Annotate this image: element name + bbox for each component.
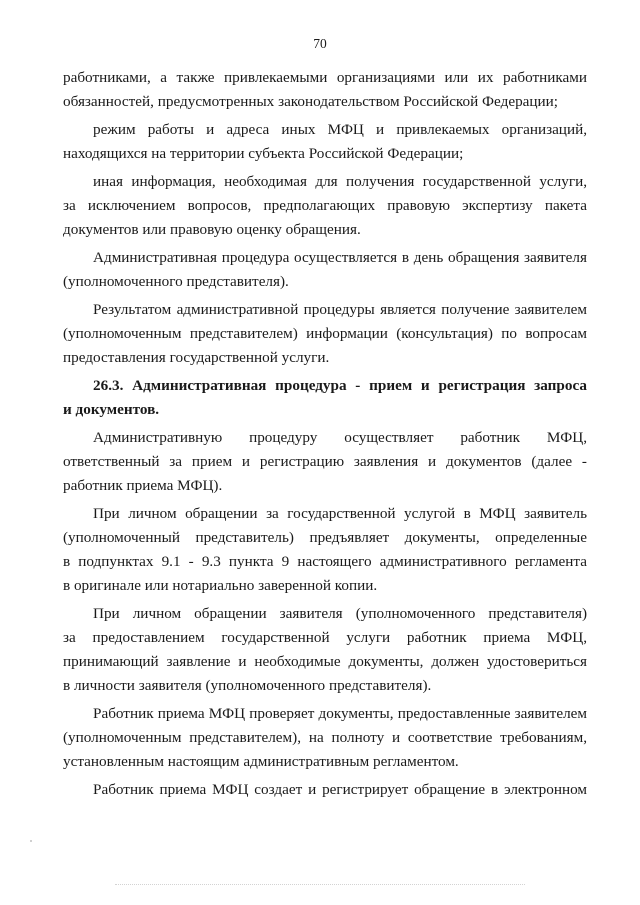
text-line: Административная процедура осуществляется в день обращения заявителя	[93, 249, 587, 266]
text-line: (уполномоченный представитель) предъявляет документы, определенные	[63, 529, 587, 546]
text-line: в подпунктах 9.1 - 9.3 пункта 9 настоящего административного регламента	[63, 553, 587, 570]
text-line: работниками, а также привлекаемыми организациями или их работниками	[63, 69, 587, 86]
text-line: Результатом административной процедуры является получение заявителем	[93, 301, 587, 318]
text-line: обязанностей, предусмотренных законодательством Российской Федерации;	[63, 93, 559, 110]
paragraph	[63, 702, 587, 774]
text-line: в оригинале или нотариально заверенной копии.	[63, 577, 378, 594]
text-line: Работник приема МФЦ проверяет документы, предоставленные заявителем	[93, 705, 587, 722]
paragraph	[63, 602, 587, 698]
text-line: в личности заявителя (уполномоченного представителя).	[63, 677, 432, 694]
paragraph	[63, 118, 587, 166]
scan-artifact-dot	[30, 840, 32, 842]
text-line: работник приема МФЦ).	[63, 477, 223, 494]
paragraph	[63, 502, 587, 598]
paragraph	[63, 298, 587, 370]
scan-artifact-line	[115, 884, 525, 889]
text-line: за предоставлением государственной услуги работник приема МФЦ,	[63, 629, 587, 646]
text-line: Работник приема МФЦ создает и регистрирует обращение в электронном	[93, 781, 587, 798]
text-line: находящихся на территории субъекта Российской Федерации;	[63, 145, 464, 162]
text-line: (уполномоченным представителем), на полноту и соответствие требованиям,	[63, 729, 587, 746]
text-line: и документов.	[63, 401, 160, 418]
text-line: Административную процедуру осуществляет работник МФЦ,	[93, 429, 587, 446]
text-line: установленным настоящим административным регламентом.	[63, 753, 459, 770]
paragraph	[63, 170, 587, 242]
text-line: ответственный за прием и регистрацию заявления и документов (далее -	[63, 453, 587, 470]
document-body	[63, 66, 587, 806]
text-line: 26.3. Административная процедура - прием и регистрация запроса	[93, 377, 587, 394]
text-line: за исключением вопросов, предполагающих правовую экспертизу пакета	[63, 197, 587, 214]
paragraph	[63, 246, 587, 294]
text-line: (уполномоченного представителя).	[63, 273, 289, 290]
text-line: иная информация, необходимая для получения государственной услуги,	[93, 173, 587, 190]
text-line: режим работы и адреса иных МФЦ и привлекаемых организаций,	[93, 121, 587, 138]
text-line: При личном обращении заявителя (уполномоченного представителя)	[93, 605, 587, 622]
text-line: предоставления государственной услуги.	[63, 349, 330, 366]
section-heading	[63, 374, 587, 422]
text-line: принимающий заявление и необходимые документы, должен удостовериться	[63, 653, 587, 670]
paragraph	[63, 778, 587, 802]
text-line: документов или правовую оценку обращения.	[63, 221, 361, 238]
paragraph	[63, 426, 587, 498]
text-line: (уполномоченным представителем) информации (консультация) по вопросам	[63, 325, 587, 342]
page-number: 70	[313, 36, 327, 51]
text-line: При личном обращении за государственной услугой в МФЦ заявитель	[93, 505, 587, 522]
paragraph	[63, 66, 587, 114]
